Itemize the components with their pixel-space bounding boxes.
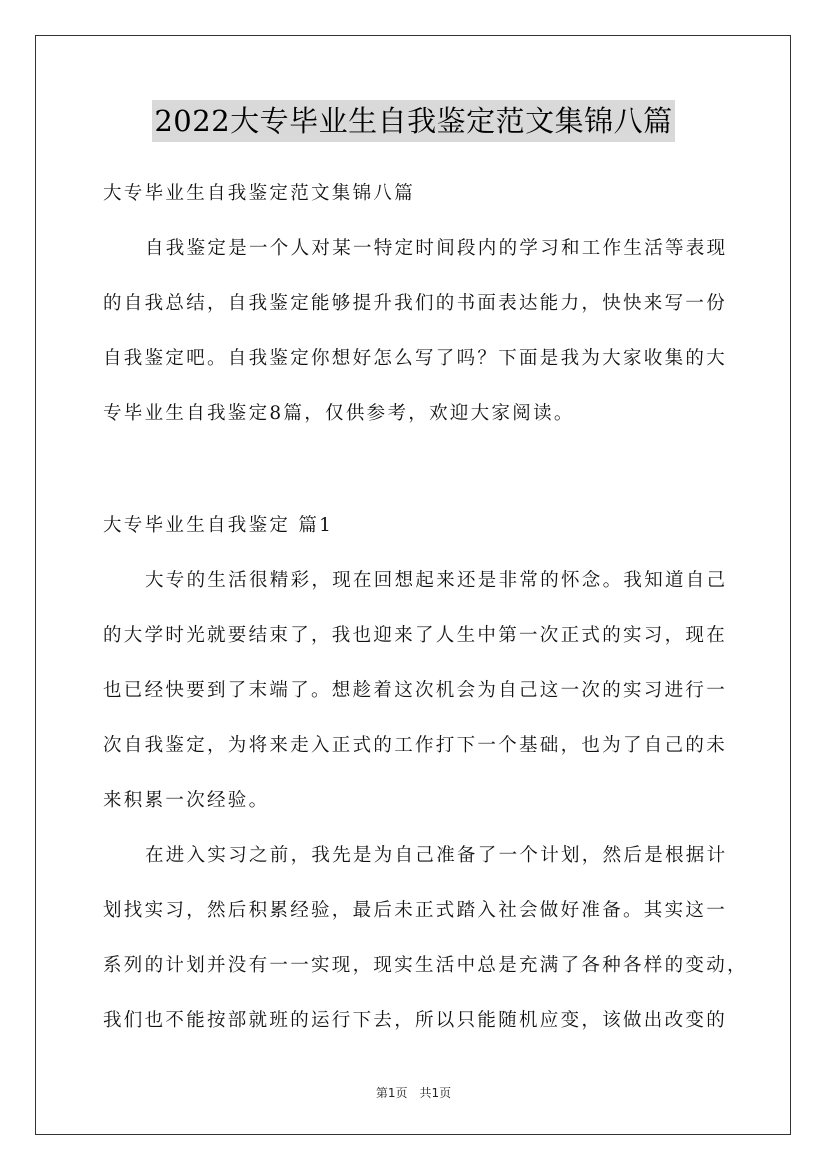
- paragraph1-line: 的大学时光就要结束了，我也迎来了人生中第一次正式的实习，现在: [103, 625, 728, 646]
- intro-line: 的自我总结，自我鉴定能够提升我们的书面表达能力，快快来写一份: [103, 293, 728, 314]
- paragraph2-line: 我们也不能按部就班的运行下去，所以只能随机应变，该做出改变的: [103, 1010, 728, 1031]
- paragraph1-line: 也已经快要到了末端了。想趁着这次机会为自己这一次的实习进行一: [103, 680, 728, 701]
- page-footer: 第1页 共1页: [375, 1086, 452, 1100]
- title-container: [0, 100, 827, 142]
- paragraph1-line: 来积累一次经验。: [103, 790, 270, 811]
- paragraph2-line: 划找实习，然后积累经验，最后未正式踏入社会做好准备。其实这一: [103, 900, 728, 921]
- intro-line: 自我鉴定吧。自我鉴定你想好怎么写了吗？下面是我为大家收集的大: [103, 348, 728, 369]
- document-subtitle: 大专毕业生自我鉴定范文集锦八篇: [103, 183, 416, 204]
- paragraph1-line: 次自我鉴定，为将来走入正式的工作打下一个基础，也为了自己的未: [103, 735, 728, 756]
- document-title: 2022大专毕业生自我鉴定范文集锦八篇: [152, 100, 674, 142]
- paragraph2-line: 在进入实习之前，我先是为自己准备了一个计划，然后是根据计: [145, 845, 728, 866]
- paragraph1-line: 大专的生活很精彩，现在回想起来还是非常的怀念。我知道自己: [145, 570, 728, 591]
- paragraph2-line: 系列的计划并没有一一实现，现实生活中总是充满了各种各样的变动，: [103, 955, 748, 976]
- intro-line: 专毕业生自我鉴定8篇，仅供参考，欢迎大家阅读。: [103, 403, 575, 424]
- paragraph-gap: [103, 451, 728, 508]
- intro-line: 自我鉴定是一个人对某一特定时间段内的学习和工作生活等表现: [145, 238, 728, 259]
- section-heading: 大专毕业生自我鉴定 篇1: [103, 515, 334, 536]
- document-body: [103, 176, 748, 1058]
